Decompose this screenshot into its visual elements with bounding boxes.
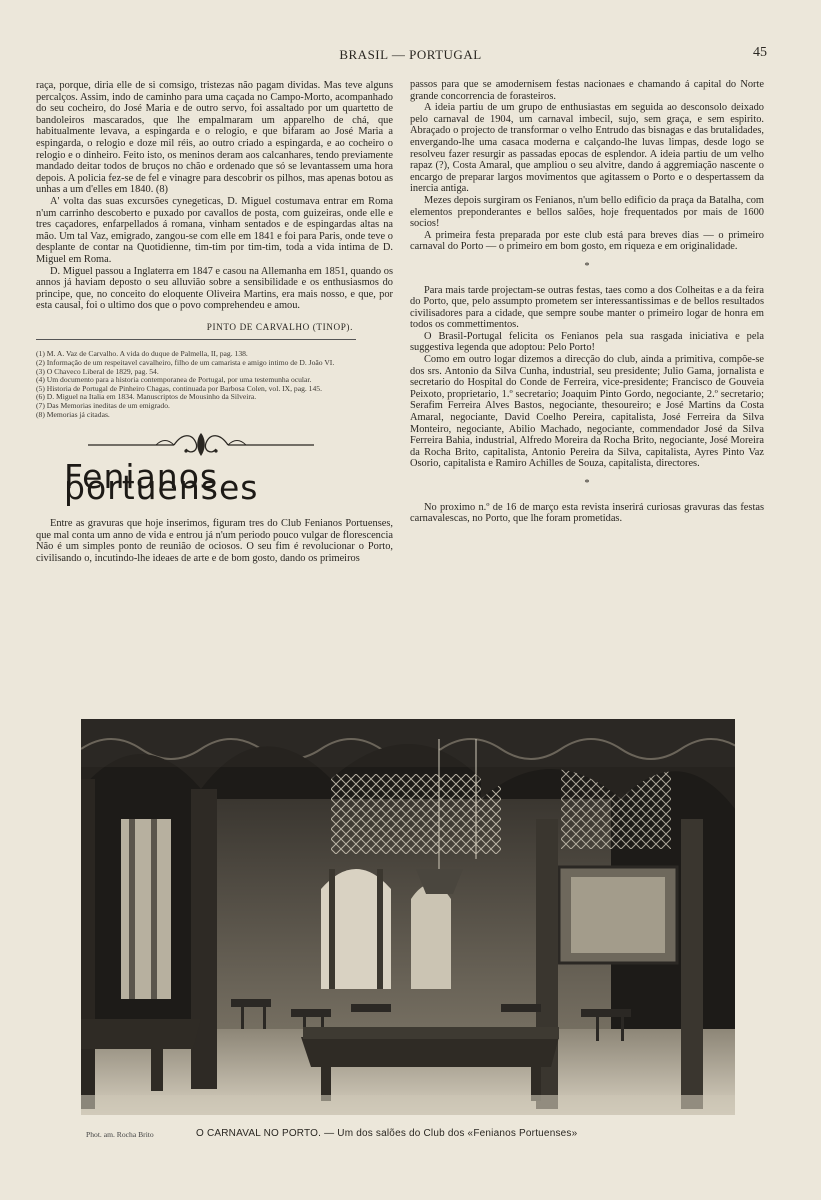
paragraph: No proximo n.º de 16 de março esta revista inserirá curiosas gravuras das festas carnavalescas, no Porto, que lhe foram prometidas. [410, 501, 764, 525]
paragraph: Mezes depois surgiram os Fenianos, n'um bello edificio da praça da Batalha, com elementos preponderantes e bellos salões, hoje frequentados por mais de 1600 socios! [410, 194, 764, 230]
photo-credit: Phot. am. Rocha Brito [86, 1130, 154, 1139]
paragraph: Para mais tarde projectam-se outras festas, taes como a dos Colheitas e a da feira do Porto, que, pelo assumpto prometem ser interessantissimas e de bellos resultados civilisadores para a cidade, que sempre soube manter o primeiro logar de honra em todos os commettimentos. [410, 284, 764, 331]
section-mark: * [584, 260, 590, 272]
page-number: 45 [753, 45, 767, 60]
footnotes [36, 350, 393, 419]
footnote: (6) D. Miguel na Italia em 1834. Manuscriptos de Mousinho da Silveira. [36, 392, 257, 402]
paragraph: A ideia partiu de um grupo de enthusiastas em seguida ao desconsolo deixado pelo carnaval de 1904, um carnaval imbecil, sujo, sem graça, e sem espirito. Abraçado o projecto de transformar o velho Entrudo das bisnagas e das brutalidades, envergando-lhe uma casaca moderna e calçando-lhe luvas limpas, desde logo se resolveu fazer resurgir as passadas epocas de esplendor. A ideia partiu de um velho rapaz (?), Costa Amaral, que ampliou o seu alvitre, dando á aggremiação nascente o encargo de preparar largos movimentos que agitassem o Porto e o despertassem da inercia antiga. [410, 102, 764, 195]
photo-illustration [81, 719, 735, 1115]
footnote: (1) M. A. Vaz de Carvalho. A vida do duque de Palmella, II, pag. 138. [36, 349, 248, 359]
footnote: (5) Historia de Portugal de Pinheiro Chagas, continuada por Barbosa Colen, vol. IX, pag. 145. [36, 383, 322, 393]
footnote: (7) Das Memorias ineditas de um emigrado. [36, 401, 170, 411]
author-signature: PINTO DE CARVALHO (TINOP). [206, 321, 353, 332]
footnote: (2) Informação de um respeitavel cavalheiro, filho de um camarista e amigo intimo de D. João VI. [36, 358, 335, 368]
paragraph: A primeira festa preparada por este club está para breves dias — o primeiro carnaval do Porto — o primeiro em bom gosto, em riqueza e em originalidade. [410, 229, 764, 253]
photo-caption-title: O CARNAVAL NO PORTO. — Um dos salões do Club dos «Fenianos Portuenses» [196, 1128, 578, 1139]
paragraph: passos para que se amodernisem festas nacionaes e chamando á capital do Norte grande concorrencia de forasteiros. [410, 79, 764, 102]
running-head: BRASIL — PORTUGAL [339, 47, 482, 62]
paragraph: D. Miguel passou a Inglaterra em 1847 e casou na Allemanha em 1851, quando os annos já haviam deposto o seu alluvião sobre a sensibilidade e os enthusiasmos do principe, que, no conceito do eloquente Oliveira Martins, era mais nosso, e que, por esta causal, foi o ultimo dos que o povo comprehendeu e amou. [36, 265, 393, 312]
footnote: (8) Memorias já citadas. [36, 409, 110, 419]
paragraph: O Brasil-Portugal felicita os Fenianos pela sua rasgada iniciativa e pela suggestiva legenda que adoptou: Pelo Porto! [410, 330, 764, 354]
article-title: Fenianos portuenses [64, 456, 259, 508]
article-intro: Entre as gravuras que hoje inserimos, figuram tres do Club Fenianos Portuenses, que mal conta um anno de vida e entrou já n'um periodo pouco vulgar de florescencia Não é um simples ponto de reunião de ociosos. O seu fim é revolucionar o Porto, civilisando o, incutindo-lhe ideaes de arte e de bom gosto, dando os primeiros [36, 518, 393, 564]
footnote: (4) Um documento para a historia contemporanea de Portugal, por uma testemunha ocular. [36, 375, 312, 385]
paragraph: raça, porque, diria elle de si comsigo, tristezas não pagam dividas. Mas teve alguns percalços. Assim, indo de caminho para uma caçada no Campo-Morto, acompanhado do seu cocheiro, do José Maria e de outro servo, foi assaltado por um quartetto de bandoleiros mascarados, que lhe empalmaram um apparelho de chá, que habitualmente levava, a espingarda e o relogio, e que bifaram ao José Maria a espingarda, o relogio e doze mil réis, ao outro criado a espingarda, e ao cocheiro o relogio e o dinheiro. Feito isto, os meninos deram aos calcanhares, tendo previamente mandado deitar todos de bruços no chão e ordenado que só se levantassem uma hora depois. A policia fez-se de fel e vinagre para descobrir os pilhos, mas apenas botou as unhas a um d'elles em 1840. (8) [36, 80, 393, 196]
footnote: (3) O Chaveco Liberal de 1829, pag. 54. [36, 366, 159, 376]
right-column [410, 79, 764, 525]
flourish-icon [86, 429, 316, 459]
paragraph: Como em outro logar dizemos a direcção do club, ainda a primitiva, compõe-se dos srs. Antonio da Silva Cunha, industrial, seu presidente; Julio Gama, jornalista e secretario do Hospital do Conde de Ferreira, vice-presidente; Francisco de Gouveia Peixoto, proprietario, 1.º secretario; Joaquim Pinto Gordo, negociante, 2.º secretario; Serafim Ferreira Alves Bastos, negociante, thesoureiro; e José Martins da Costa Amaral, negociante, David Coelho Pereira, capitalista, José Ferreira da Silva Monteiro, negociante, Abilio Machado, negociante, commendador José da Silva Ferreira Bahia, industrial, Alfredo Moreira da Rocha Brito, negociante, José Moreira da Rocha Brito, capitalista, Antonio Pereira da Silva, capitalista, Ayres Pinto Vaz Osorio, capitalista e Ramiro Achilles de Souza, capitalista, directores. [410, 354, 764, 470]
club-salon-photo [81, 719, 735, 1115]
section-mark: * [584, 478, 590, 489]
divider-rule [36, 339, 356, 340]
paragraph: A' volta das suas excursões cynegeticas, D. Miguel costumava entrar em Roma n'um carrinho descoberto e puxado por cavallos de posta, com guizeiras, onde elle e tres caçadores, enfarpellados á romana, vinham sentados e de espingardas altas na mão. Um tal Vaz, emigrado, zangou-se com elle em 1841 e foi para Paris, onde teve o desplante de contar na Quotidienne, tim-tim por tim-tim, toda a vida intima de D. Miguel em Roma. [36, 195, 393, 265]
left-column [36, 80, 393, 564]
